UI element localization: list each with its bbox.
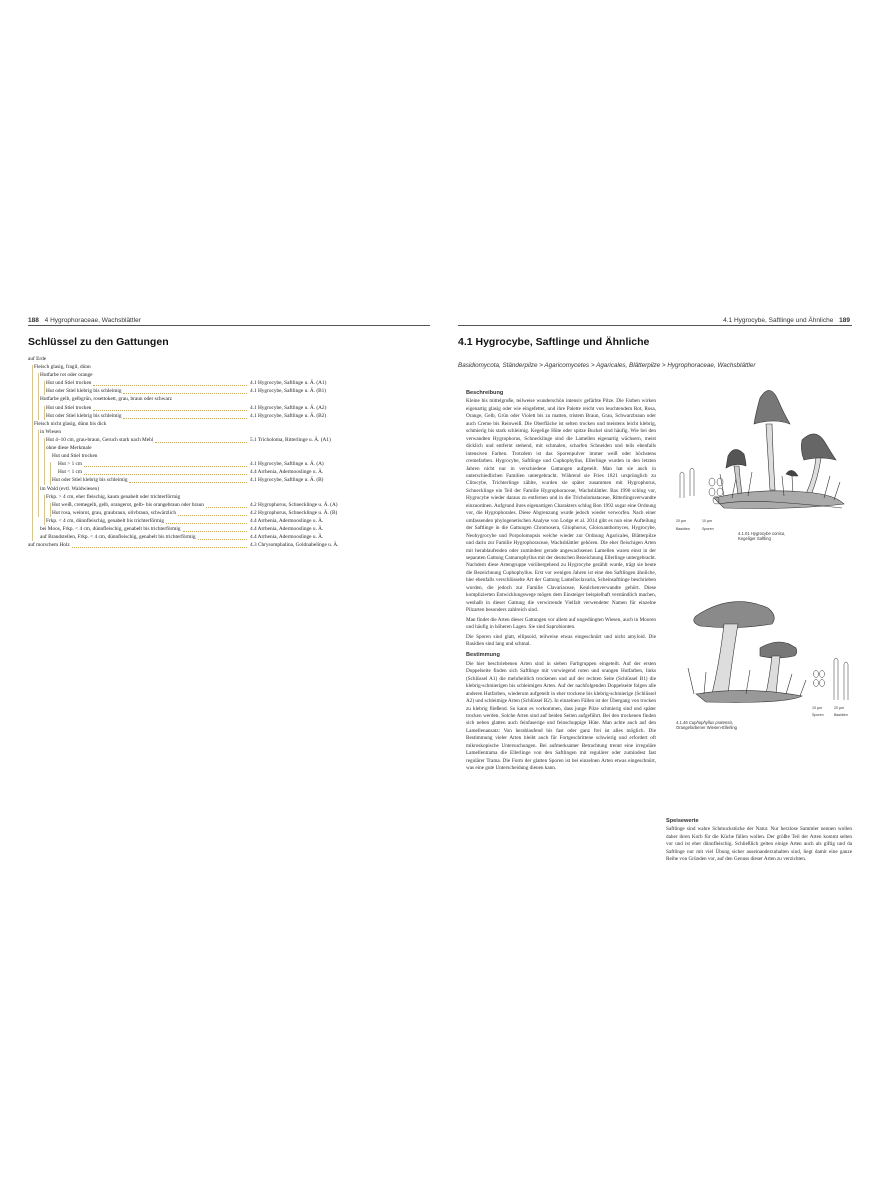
basidium-shape — [844, 662, 848, 700]
key-row-label: Fleisch nicht glasig, dünn bis dick — [34, 420, 107, 427]
key-row — [28, 501, 428, 509]
spore-shape — [820, 671, 825, 678]
basidium-shape — [834, 658, 838, 700]
key-row-leader — [84, 474, 247, 475]
bestimmung-paragraph: Die hier beschriebenen Arten sind in sieben Farbgruppen eingeteilt. Auf der ersten Doppelseite finden sich Saftlinge mit vorwiegend roten und orangen Hutfarben, links (Schlüssel A1) die mehrheitlich trockenen und auf der rechten Seite (Schlüssel B1) die klebrig-schmierigen bis schleimigen Arten. Auf der nachfolgenden Doppelseite folgen alle anderen Hutfarben, wiederum aufgeteilt in eher trockene bis klebrig-schmierige (Schlüssel A2) und schleimige Arten (Schlüssel B2). In einzelnen Fällen ist der Übergang von trocken zu klebrig fließend. So kann es vorkommen, dass junge Pilze schmierig sind und später trocken werden. Solche Arten sind auf beiden Seiten aufgeführt. Bei den trockenen finden sich neben glatten auch feinfaserige und feinschuppige Hüte. Man achte auch auf den Lamellenansatz: Von herablaufend bis fast oder ganz frei ist alles möglich. Die Bestimmung vieler Arten bleibt auch für Fortgeschrittene schwierig und erfordert oft mikroskopische Untersuchungen. Bei aufmerksamer Betrachtung trennt eine irreguläre Lamellentrama die Ellerlinge von den Saftlingen mit regulärer oder zumindest fast regulärer Trama. Die Form der glatten Sporen ist bei einzelnen Arten etwas eingeschnürt, was eine gute Unterscheidung dienen kann. — [466, 660, 656, 772]
key-row-result: 4.1 Hygrocybe, Saftlinge u. Ä. (B1) — [250, 388, 327, 395]
key-row-leader — [123, 393, 247, 394]
key-row-label: Hut rosa, weinrot, grau, graubraun, olivbraun, schwärzlich — [52, 509, 176, 516]
speisewerte-paragraph: Saftlinge sind wahre Schmuckstücke der Natur. Nur herzlose Sammler nennen wollen daher ihren Korb für die Küche füllen wollen. Der größte Teil der Arten kommt selten vor und ist eher dünnfleischig. Schließlich gelten einige Arten auch als giftig und da Saftlinge nur mit viel Übung sicher auseinanderzuhalten sind, liegt damit eine ganze Reihe von Gründen vor, auf den Genuss dieser Arten zu verzichten. — [666, 826, 852, 863]
key-row-label: auf morschem Holz — [28, 542, 70, 549]
key-row — [28, 525, 428, 533]
key-row — [28, 444, 428, 452]
key-row-label: im Wald (evtl. Waldwiesen) — [40, 485, 99, 492]
key-row-result: 4.1 Hygrocybe, Saftlinge u. Ä. (A) — [250, 461, 324, 468]
key-row — [28, 387, 428, 395]
key-row-leader — [155, 442, 247, 443]
key-row — [28, 355, 428, 363]
spore-shape — [717, 478, 723, 486]
key-row — [28, 509, 428, 517]
key-tree-line — [44, 495, 45, 525]
key-row-leader — [178, 515, 247, 516]
key-row — [28, 541, 428, 549]
fig1-caption-common-name: Kegeliger Saftling — [738, 536, 771, 542]
key-row-label: Hut und Stiel trocken — [46, 404, 92, 411]
left-header-rule — [28, 325, 430, 326]
key-row-result: 4.4 Arrhenia, Adermooslinge u. Ä. — [250, 517, 324, 524]
key-row-leader — [129, 482, 247, 483]
key-row-leader — [84, 466, 247, 467]
key-row-label: Hut oder Stiel klebrig bis schleimig — [46, 388, 122, 395]
key-tree-line — [38, 430, 39, 517]
mushroom-illustration-pratensis — [688, 602, 806, 703]
basidium-shape — [690, 468, 694, 496]
key-row-label: Hut weiß, cremegelb, gelb, orangerot, gelb- bis orangebraun oder braun — [52, 501, 204, 508]
key-row-label: Fleisch glasig, fragil, dünn — [34, 364, 91, 371]
key-row — [28, 428, 428, 436]
key-row-label: Frkp. > 4 cm, eher fleischig, kaum genabelt oder trichterförmig — [46, 493, 181, 500]
fig2-scale-basidien: 20 µm — [834, 706, 845, 710]
left-page-header — [28, 317, 141, 324]
key-tree-line — [50, 462, 51, 484]
fig1-label-sporen: Sporen — [702, 527, 714, 531]
fig1-scale-basidien: 20 µm — [676, 519, 687, 523]
key-row — [28, 379, 428, 387]
figure1-caption — [738, 531, 828, 541]
key-row-label: Hut 4–10 cm, grau-braun, Geruch stark nach Mehl — [46, 436, 154, 443]
basidium-shape — [680, 472, 684, 498]
section-title: 4.1 Hygrocybe, Saftlinge und Ähnliche — [458, 336, 650, 348]
key-row — [28, 436, 428, 444]
right-running-head: 4.1 Hygrocybe, Saftlinge und Ähnliche — [723, 317, 834, 324]
key-row-label: Hut oder Stiel klebrig bis schleimig — [46, 412, 122, 419]
key-row-result: 4.3 Chrysomphalina, Goldnabelinge u. Ä. — [250, 542, 339, 549]
key-row-result: 4.4 Arrhenia, Adermooslinge u. Ä. — [250, 525, 324, 532]
right-page-number: 189 — [839, 317, 850, 324]
spore-shape — [717, 488, 723, 496]
key-row-label: Hut und Stiel trocken — [46, 380, 92, 387]
key-row — [28, 517, 428, 525]
key-row-result: 4.4 Arrhenia, Adermooslinge u. Ä. — [250, 534, 324, 541]
beschreibung-heading: Beschreibung — [466, 390, 504, 396]
key-row-leader — [198, 539, 247, 540]
fig1-caption-number: 4.1.01 — [738, 531, 750, 536]
key-row-leader — [183, 531, 247, 532]
key-tree-line — [44, 438, 45, 485]
key-row-result: 4.1 Hygrocybe, Saftlinge u. Ä. (B2) — [250, 412, 327, 419]
key-row — [28, 452, 428, 460]
figure-cuphophyllus-pratensis — [676, 590, 852, 716]
key-row — [28, 395, 428, 403]
key-tree-line — [50, 503, 51, 517]
left-page-number: 188 — [28, 317, 39, 324]
fig1-caption-species: Hygrocybe conica, — [750, 531, 786, 536]
text-column-speisewerte — [666, 818, 852, 864]
key-row-result: 4.2 Hygrophorus, Schnecklinge u. Ä. (B) — [250, 509, 338, 516]
key-row — [28, 460, 428, 468]
key-row-label: Hut < 1 cm — [58, 469, 83, 476]
figure2-caption — [676, 720, 786, 730]
fig2-caption-number: 4.1.46 — [676, 720, 688, 725]
spore-shape — [709, 478, 715, 486]
spore-shape — [820, 680, 825, 687]
right-header-rule — [458, 325, 852, 326]
fig2-label-basidien: Basidien — [834, 713, 848, 717]
beschreibung-paragraph: Man findet die Arten dieser Gattungen vor allem auf ungedüngten Wiesen, auch in Mooren und häufig in höheren Lagen. Sie sind Saprobionten. — [466, 616, 656, 631]
beschreibung-paragraph: Die Sporen sind glatt, ellipsoid, teilweise etwas eingeschnürt und nicht amyloid. Die Basidien sind lang und schmal. — [466, 633, 656, 647]
key-row — [28, 485, 428, 493]
fig2-scale-sporen: 10 µm — [812, 706, 823, 710]
key-row — [28, 363, 428, 371]
key-row-result: 4.1 Hygrocybe, Saftlinge u. Ä. (B) — [250, 477, 324, 484]
key-row — [28, 420, 428, 428]
fig2-caption-species: Cuphophyllus pratensis, — [688, 720, 734, 725]
mushroom-illustration-conica — [714, 390, 844, 508]
key-tree-line — [44, 406, 45, 420]
key-row — [28, 404, 428, 412]
spore-shape — [709, 488, 715, 496]
key-row-label: Hutfarbe gelb, gelbgrün, rosettokett, grau, braun oder schwarz — [40, 396, 172, 403]
key-row-label: ohne diese Merkmale — [46, 445, 92, 452]
spore-shape — [814, 680, 819, 687]
key-row-label: in Wiesen — [40, 428, 62, 435]
key-row-label: auf Erde — [28, 356, 47, 362]
key-row-leader — [93, 410, 247, 411]
text-column-main — [466, 390, 656, 773]
key-tree-line — [38, 373, 39, 420]
key-row-result: 5.1 Tricholoma, Ritterlinge u. Ä. (A1) — [250, 436, 331, 443]
key-row-result: 4.2 Hygrophorus, Schnecklinge u. Ä. (A) — [250, 501, 338, 508]
right-page-header — [723, 317, 850, 324]
key-row-result: 4.4 Arrhenia, Adermooslinge u. Ä. — [250, 469, 324, 476]
genus-key — [28, 355, 428, 549]
microscopy-drawings — [814, 658, 849, 700]
fig2-label-sporen: Sporen — [812, 713, 824, 717]
key-row — [28, 468, 428, 476]
beschreibung-paragraph: Kleine bis mittelgroße, teilweise wunderschön intensiv gefärbte Pilze. Die Farben wirken eigenartig glasig oder wie eingefettet, und ihre Palette reicht von leuchtendem Rot, Rosa, Orange, Gelb, Grün oder Violett bis zu matten, tristem Braun, Grau, Schwarzbraun oder auch Creme bis Reinweiß. Die Oberfläche ist selten trocken und meistens leicht klebrig, schmierig bis stark schleimig. Kegelige Hüte oder spitze Buckel sind häufig. Wie bei den verwandten Hygrophorus, Schnecklinge sind die Lamellen eigenartig wächsern, meist dicklich und entfernt stehend, mit schmalen, scharfen Schneiden und teils ebenfalls intensiven Farben. Trotzdem ist das Sporenpulver immer weiß oder höchstens cremefarben. Hygrocybe, Saftlinge und Cuphophyllus, Ellerlinge wurden in den letzten Jahren nicht nur in verschiedene Gattungen aufgeteilt. Man hat sie auch in unterschiedlichen Familien untergebracht. Während sie Fries 1821 ursprünglich zu Clitocybe, Trichterlinge zählte, wurden sie später zusammen mit Hygrophorus, Schnecklinge ein Teil der Familie Hygrophoraceae, Wachsblättler. Bas 1990 schlug vor, Hygrocybe wieder daraus zu entfernen und in die Tricholomataceae, Ritterlingsverwandte einzuordnen. Aufgrund ihres eigenartigen Charakters schlug Bon 1992 sogar eine Ordnung vor, die Hygrophorales. Diese Abgrenzung wurde jedoch wieder verworfen. Nach einer umfassenden phylogenetischen Analyse von Lodge et al. 2014 gibt es nun eine Aufteilung der Saftlinge in die Gattungen Chromosera, Gliophorus, Gloioxanthomyces, Hygrocybe, Neohygrocybe und Porpolomopsis welche wieder zur Ordnung Agaricales, Blätterpilze und darin zur Familie Hygrophoraceae, Wachsblättler gehören. Die eher fleischigen Arten mit herablaufenden oder zumindest gerade angewachsenen Lamellen waren einst in der separaten Gattung Camarophyllus mit der deutschen Bezeichnung Ellerlinge untergebracht. Nachdem diese Artengruppe vorübergehend zu Hygrocybe gezählt wurde, trägt sie heute die Bezeichnung Cuphophyllus. Erst vor wenigen Jahren ist eine den Saftlingen ähnliche, hier ebenfalls verschlüsselte Art der Gattung Lamelloclavaria, Scheinsaftlinge beschrieben worden, die jedoch zur Familie Clavariaceae, Keulchenverwandte gehört. Diese komplizierten Entwicklungswege mögen dem Einsteiger beispielhaft verständlich machen, weshalb in dieser Gattung die verwirrende Vielfalt verwendeter Namen für einzelne Pilzarten besonders zahlreich sind. — [466, 398, 656, 614]
key-row-result: 4.1 Hygrocybe, Saftlinge u. Ä. (A2) — [250, 404, 327, 411]
key-row-label: bei Moos, Frkp. < 4 cm, dünnfleischig, genabelt bis trichterförmig — [40, 525, 181, 532]
speisewerte-heading: Speisewerte — [666, 818, 699, 824]
key-row — [28, 476, 428, 484]
taxonomy-breadcrumb: Basidiomycota, Ständerpilze > Agaricomycetes > Agaricales, Blätterpilze > Hygrophoraceae, Wachsblättler — [458, 362, 756, 369]
key-row — [28, 493, 428, 501]
fig1-label-basidien: Basidien — [676, 527, 690, 531]
key-tree-line — [32, 365, 33, 541]
key-row-label: Hut und Stiel trocken — [52, 453, 98, 460]
key-title: Schlüssel zu den Gattungen — [28, 336, 169, 348]
key-row-leader — [72, 547, 247, 548]
key-row-leader — [206, 507, 247, 508]
key-row — [28, 533, 428, 541]
key-row-leader — [166, 523, 247, 524]
spore-shape — [814, 671, 819, 678]
key-row-label: Hutfarbe rot oder orange — [40, 372, 93, 379]
bestimmung-heading: Bestimmung — [466, 652, 500, 659]
key-row-label: auf Brandstellen, Frkp. < 4 cm, dünnfleischig, genabelt bis trichterförmig — [40, 534, 196, 541]
fig1-scale-sporen: 10 µm — [702, 519, 713, 523]
key-row — [28, 412, 428, 420]
key-row-label: Hut > 1 cm — [58, 461, 83, 468]
key-row-leader — [93, 385, 247, 386]
key-row-leader — [123, 418, 247, 419]
fig2-caption-common-name: Orangefarbener Wiesen-Ellerling — [676, 725, 737, 731]
key-row-label: Hut oder Stiel klebrig bis schleimig — [52, 477, 128, 484]
key-row-result: 4.1 Hygrocybe, Saftlinge u. Ä. (A1) — [250, 380, 327, 387]
left-running-head: 4 Hygrophoraceae, Wachsblättler — [44, 317, 141, 324]
key-row-label: Frkp. < 4 cm, dünnfleischig, genabelt bis trichterförmig — [46, 517, 165, 524]
key-tree-line — [44, 381, 45, 395]
figure-hygrocybe-conica — [674, 378, 850, 526]
key-row — [28, 371, 428, 379]
